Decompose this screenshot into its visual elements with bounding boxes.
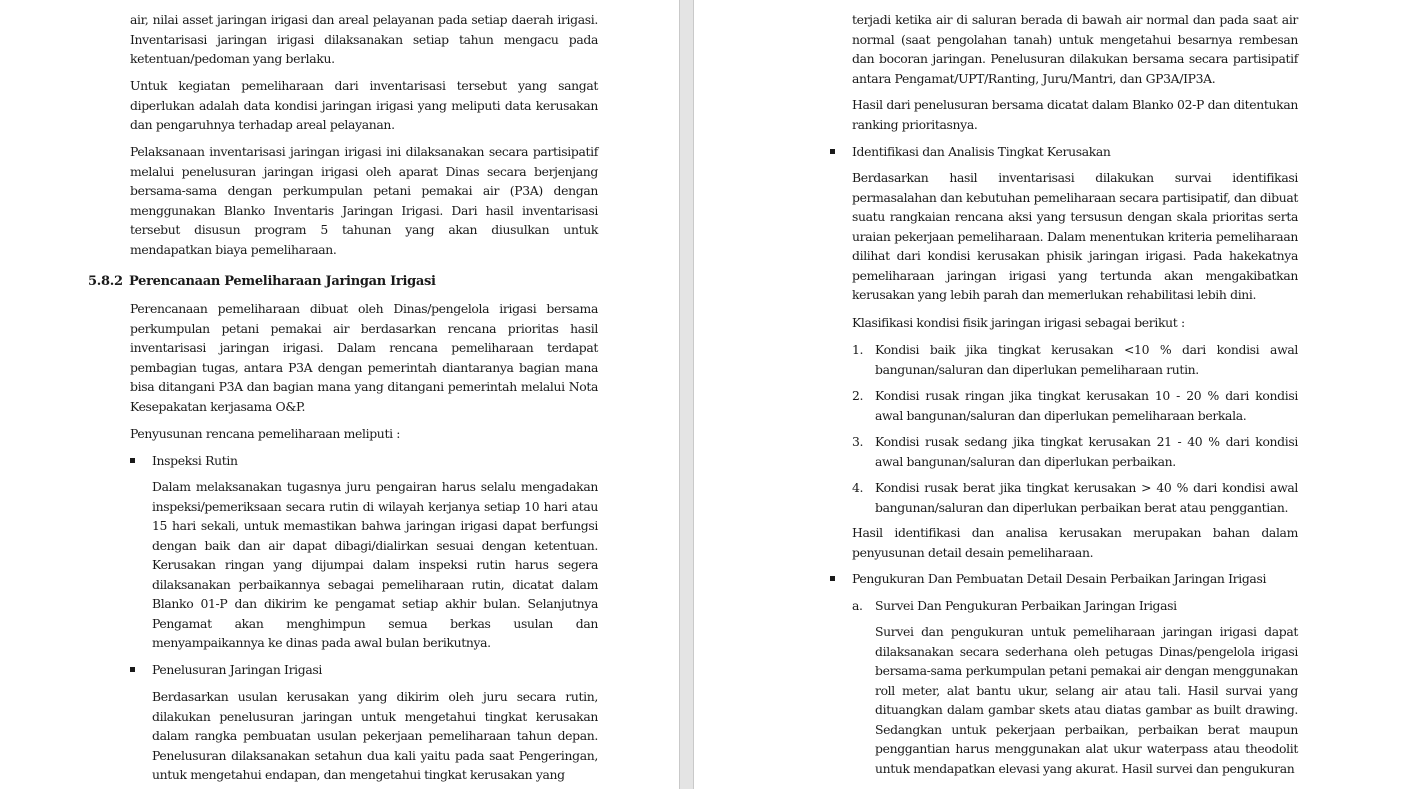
paragraph-penyusunan: Penyusunan rencana pemeliharaan meliputi : <box>130 426 401 441</box>
paragraph-penelusuran: Berdasarkan usulan kerusakan yang dikirim oleh juru secara rutin, dilakukan penelusuran jaringan untuk mengetahui tingkat kerusakan dalam rangka pembuatan usulan pekerjaan pemeliharaan tahun depan. Penelusuran dilaksanakan setahun dua kali yaitu pada saat Pengeringan, untuk mengetahui endapan, dan mengetahui tingkat kerusakan yang <box>152 689 598 782</box>
bullet-label: Pengukuran Dan Pembuatan Detail Desain Perbaikan Jaringan Irigasi <box>852 571 1267 586</box>
bullet-item-pengukuran <box>830 569 1298 589</box>
paragraph-untuk-kegiatan: Untuk kegiatan pemeliharaan dari inventarisasi tersebut yang sangat diperlukan adalah data kondisi jaringan irigasi yang meliputi data kerusakan dan pengaruhnya terhadap areal pelayanan. <box>130 78 598 132</box>
bullet-label: Identifikasi dan Analisis Tingkat Kerusakan <box>852 144 1111 159</box>
paragraph-hasil-penelusuran: Hasil dari penelusuran bersama dicatat dalam Blanko 02-P dan ditentukan ranking prioritasnya. <box>852 97 1298 132</box>
bullet-label: Inspeksi Rutin <box>152 453 238 468</box>
list-text: Kondisi rusak sedang jika tingkat kerusakan 21 - 40 % dari kondisi awal bangunan/saluran dan diperlukan perbaikan. <box>875 434 1298 469</box>
list-text: Kondisi baik jika tingkat kerusakan <10 % dari kondisi awal bangunan/saluran dan diperlukan pemeliharaan rutin. <box>875 342 1298 377</box>
square-bullet-icon <box>830 576 835 581</box>
paragraph-hasil-identifikasi: Hasil identifikasi dan analisa kerusakan merupakan bahan dalam penyusunan detail desain pemeliharaan. <box>852 525 1298 560</box>
list-text: Survei Dan Pengukuran Perbaikan Jaringan Irigasi <box>875 598 1177 613</box>
section-title: Perencanaan Pemeliharaan Jaringan Irigasi <box>129 274 436 289</box>
section-heading-5-8-2 <box>88 272 608 292</box>
square-bullet-icon <box>130 458 135 463</box>
document-page-left <box>0 0 679 789</box>
paragraph-survei: Survei dan pengukuran untuk pemeliharaan jaringan irigasi dapat dilaksanakan secara sederhana oleh petugas Dinas/pengelola irigasi bersama-sama perkumpulan petani pemakai air dengan menggunakan roll meter, alat bantu ukur, selang air atau tali. Hasil survai yang dituangkan dalam gambar skets atau diatas gambar as built drawing. Sedangkan untuk pekerjaan perbaikan, perbaikan berat maupun penggantian harus menggunakan alat ukur waterpass atau theodolit untuk mendapatkan elevasi yang akurat. Hasil survei dan pengukuran <box>875 624 1298 776</box>
bullet-item-identifikasi <box>830 142 1298 162</box>
paragraph-inspeksi: Dalam melaksanakan tugasnya juru pengairan harus selalu mengadakan inspeksi/pemeriksaan secara rutin di wilayah kerjanya setiap 10 hari atau 15 hari sekali, untuk memastikan bahwa jaringan irigasi dapat berfungsi dengan baik dan air dapat dibagi/dialirkan sesuai dengan ketentuan. Kerusakan ringan yang dijumpai dalam inspeksi rutin harus segera dilaksanakan perbaikannya sebagai pemeliharaan rutin, dicatat dalam Blanko 01-P dan dikirim ke pengamat setiap akhir bulan. Selanjutnya Pengamat akan menghimpun semua berkas usulan dan menyampaikannya ke dinas pada awal bulan berikutnya. <box>152 479 598 650</box>
classification-item-4 <box>852 478 1298 518</box>
list-number: 3. <box>852 434 864 449</box>
paragraph-terjadi: terjadi ketika air di saluran berada di bawah air normal dan pada saat air normal (saat pengolahan tanah) untuk mengetahui besarnya rembesan dan bocoran jaringan. Penelusuran dilakukan bersama secara partisipatif antara Pengamat/UPT/Ranting, Juru/Mantri, dan GP3A/IP3A. <box>852 12 1298 86</box>
list-number: 1. <box>852 342 864 357</box>
list-number: 4. <box>852 480 864 495</box>
list-text: Kondisi rusak ringan jika tingkat kerusakan 10 - 20 % dari kondisi awal bangunan/saluran dan diperlukan pemeliharaan berkala. <box>875 388 1298 423</box>
page-gutter <box>679 0 694 789</box>
classification-item-3 <box>852 432 1298 472</box>
list-number: 2. <box>852 388 864 403</box>
bullet-label: Penelusuran Jaringan Irigasi <box>152 662 323 677</box>
classification-item-1 <box>852 340 1298 380</box>
square-bullet-icon <box>130 667 135 672</box>
paragraph-pelaksanaan: Pelaksanaan inventarisasi jaringan irigasi ini dilaksanakan secara partisipatif melalui penelusuran jaringan irigasi oleh aparat Dinas secara berjenjang bersama-sama dengan perkumpulan petani pemakai air (P3A) dengan menggunakan Blanko Inventaris Jaringan Irigasi. Dari hasil inventarisasi tersebut disusun program 5 tahunan yang akan diusulkan untuk mendapatkan biaya pemeliharaan. <box>130 144 598 257</box>
list-letter: a. <box>852 598 863 613</box>
document-page-right <box>695 0 1412 789</box>
list-text: Kondisi rusak berat jika tingkat kerusakan > 40 % dari kondisi awal bangunan/saluran dan diperlukan perbaikan berat atau penggantian. <box>875 480 1298 515</box>
bullet-item-inspeksi-rutin <box>130 451 598 471</box>
square-bullet-icon <box>830 149 835 154</box>
paragraph-berdasarkan-hasil: Berdasarkan hasil inventarisasi dilakukan survai identifikasi permasalahan dan kebutuhan pemeliharaan secara partisipatif, dan dibuat suatu rangkaian rencana aksi yang tersusun dengan skala prioritas serta uraian pekerjaan pemeliharaan. Dalam menentukan kriteria pemeliharaan dilihat dari kondisi kerusakan phisik jaringan irigasi. Pada hakekatnya pemeliharaan jaringan irigasi yang tertunda akan mengakibatkan kerusakan yang lebih parah dan memerlukan rehabilitasi lebih dini. <box>852 170 1298 302</box>
paragraph-klasifikasi: Klasifikasi kondisi fisik jaringan irigasi sebagai berikut : <box>852 315 1185 330</box>
paragraph-perencanaan: Perencanaan pemeliharaan dibuat oleh Dinas/pengelola irigasi bersama perkumpulan petani pemakai air berdasarkan rencana prioritas hasil inventarisasi jaringan irigasi. Dalam rencana pemeliharaan terdapat pembagian tugas, antara P3A dengan pemerintah diantaranya bagian mana bisa ditangani P3A dan bagian mana yang ditangani pemerintah melalui Nota Kesepakatan kerjasama O&P. <box>130 301 598 414</box>
classification-item-2 <box>852 386 1298 426</box>
paragraph-inventarisasi-tail: air, nilai asset jaringan irigasi dan areal pelayanan pada setiap daerah irigasi. Inventarisasi jaringan irigasi dilaksanakan setiap tahun mengacu pada ketentuan/pedoman yang berlaku. <box>130 12 598 66</box>
sub-item-a-survei <box>852 596 1298 616</box>
section-number: 5.8.2 <box>88 274 123 289</box>
bullet-item-penelusuran <box>130 660 598 680</box>
